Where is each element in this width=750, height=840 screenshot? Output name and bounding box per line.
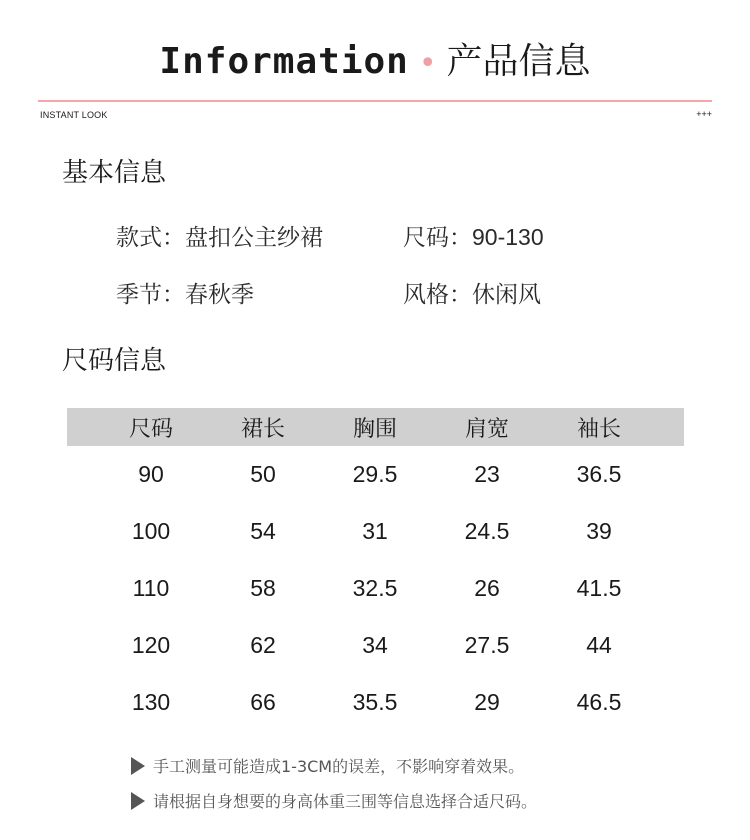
table-cell: 26: [474, 575, 500, 601]
table-row: [67, 446, 684, 503]
table-cell: 100: [131, 518, 171, 544]
play-triangle-icon: [131, 757, 145, 775]
genre-label: 风格：: [403, 282, 472, 308]
table-cell: 29.5: [352, 461, 398, 487]
table-cell: 29: [474, 689, 500, 715]
header-cell: 裙长: [240, 416, 285, 442]
size-range-info: [403, 219, 544, 252]
table-cell: 110: [132, 575, 170, 601]
size-table: [67, 408, 684, 731]
table-cell: 39: [586, 518, 612, 544]
genre-value: 休闲风: [472, 282, 541, 308]
genre-info: [403, 276, 541, 309]
table-cell: 34: [362, 632, 388, 658]
pink-divider: [38, 100, 712, 102]
table-cell: 32.5: [352, 575, 398, 601]
header-cell: 胸围: [352, 416, 397, 442]
page-title: [0, 36, 750, 90]
table-cell: 54: [250, 518, 276, 544]
header-cell: 肩宽: [464, 416, 509, 442]
table-cell: 66: [250, 689, 276, 715]
header-cell: 尺码: [128, 416, 173, 442]
style-info: [116, 219, 323, 252]
table-row: [67, 674, 684, 731]
header-cell: 袖长: [576, 416, 621, 442]
table-cell: 130: [131, 689, 171, 715]
table-cell: 46.5: [576, 689, 622, 715]
table-cell: 90: [138, 461, 164, 487]
note-text: 手工测量可能造成1-3CM的误差，不影响穿着效果。: [153, 757, 525, 776]
size-value: 90-130: [472, 224, 544, 250]
table-cell: 58: [250, 575, 276, 601]
title-dot: •: [418, 46, 437, 81]
style-label: 款式：: [116, 225, 185, 251]
table-cell: 23: [474, 461, 500, 487]
season-value: 春秋季: [185, 282, 254, 308]
note-text: 请根据自身想要的身高体重三围等信息选择合适尺码。: [153, 792, 538, 811]
table-row: [67, 560, 684, 617]
table-cell: 27.5: [464, 632, 510, 658]
table-cell: 31: [362, 518, 388, 544]
note-size-choice: [131, 789, 537, 812]
style-value: 盘扣公主纱裙: [185, 225, 323, 251]
plus-marks: +++: [696, 109, 712, 119]
table-row: [67, 617, 684, 674]
table-cell: 50: [250, 461, 276, 487]
size-info-title: 尺码信息: [62, 346, 167, 376]
season-label: 季节：: [116, 282, 185, 308]
size-label: 尺码：: [403, 225, 472, 251]
table-cell: 24.5: [464, 518, 510, 544]
table-cell: 36.5: [576, 461, 622, 487]
basic-info-title: 基本信息: [62, 158, 167, 188]
table-row: [67, 503, 684, 560]
table-cell: 120: [131, 632, 171, 658]
play-triangle-icon: [131, 792, 145, 810]
instant-look-tag: INSTANT LOOK: [40, 110, 108, 120]
title-chinese: 产品信息: [446, 41, 591, 82]
table-cell: 62: [250, 632, 276, 658]
table-cell: 44: [586, 632, 612, 658]
table-cell: 41.5: [576, 575, 622, 601]
title-english: Information: [159, 41, 409, 82]
table-header: [67, 408, 684, 446]
table-cell: 35.5: [352, 689, 398, 715]
note-measurement: [131, 754, 524, 777]
season-info: [116, 276, 254, 309]
